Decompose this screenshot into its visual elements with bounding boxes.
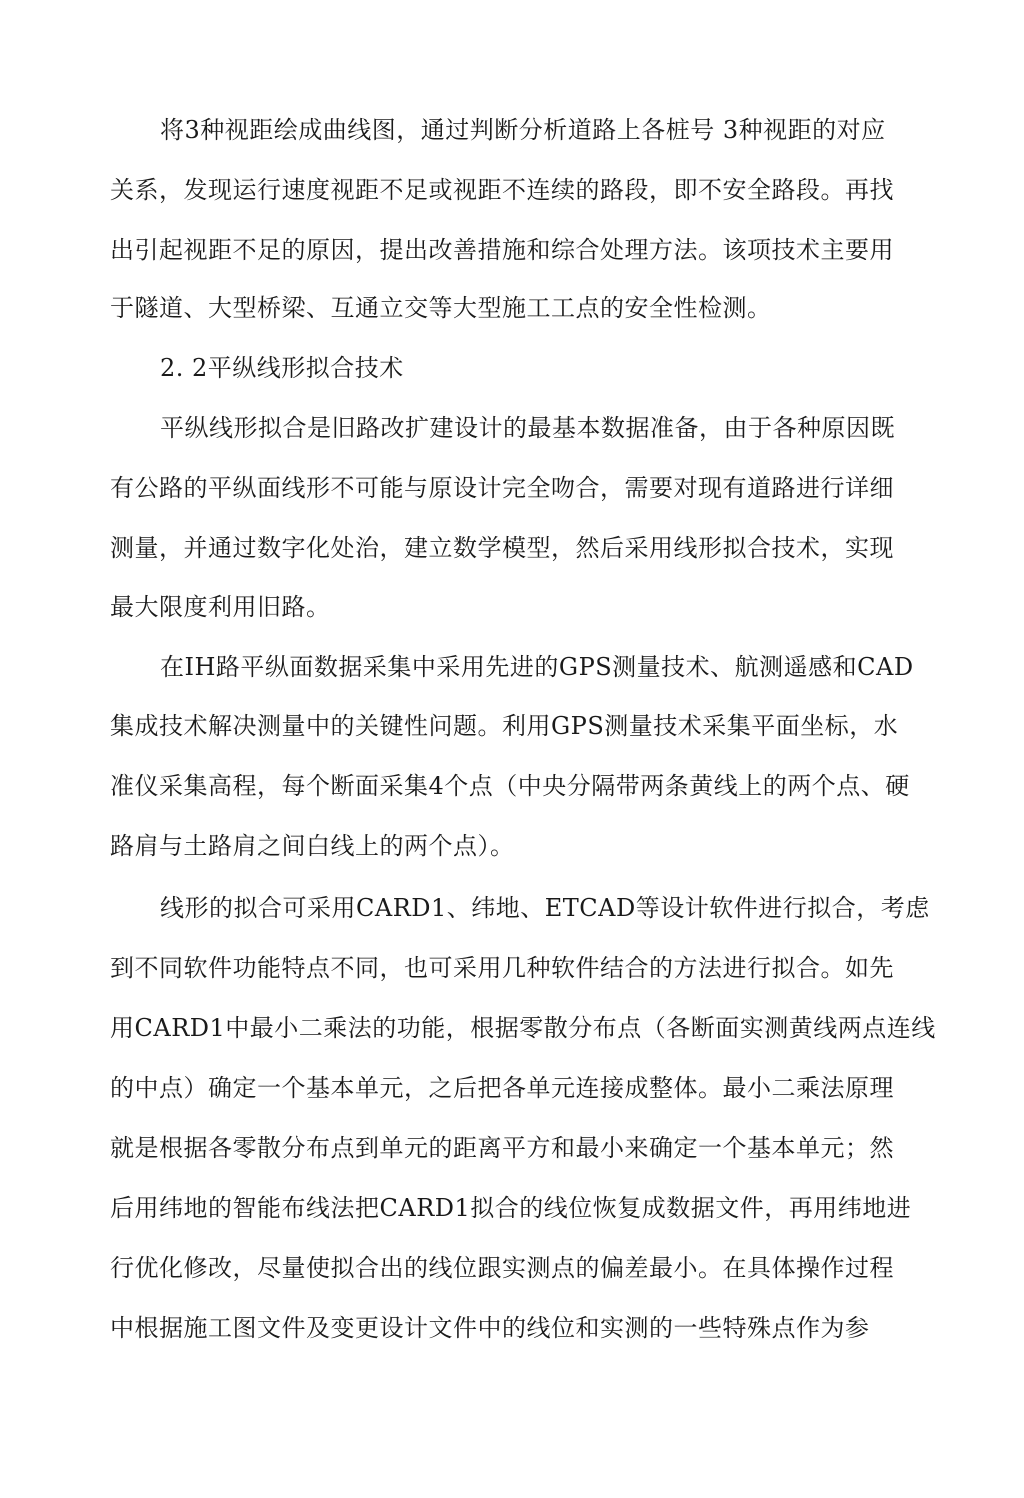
paragraph-line: 关系，发现运行速度视距不足或视距不连续的路段，即不安全路段。再找 <box>110 176 894 204</box>
paragraph-line: 后用纬地的智能布线法把CARD1拟合的线位恢复成数据文件，再用纬地进 <box>110 1194 912 1222</box>
paragraph-line: 中根据施工图文件及变更设计文件中的线位和实测的一些特殊点作为参 <box>110 1314 870 1342</box>
paragraph-line: 准仪采集高程，每个断面采集4个点（中央分隔带两条黄线上的两个点、硬 <box>110 772 910 800</box>
paragraph-line: 将3种视距绘成曲线图，通过判断分析道路上各桩号 3种视距的对应 <box>160 116 886 144</box>
paragraph-line: 就是根据各零散分布点到单元的距离平方和最小来确定一个基本单元；然 <box>110 1134 894 1162</box>
paragraph-line: 出引起视距不足的原因，提出改善措施和综合处理方法。该项技术主要用 <box>110 236 894 264</box>
paragraph-line: 平纵线形拟合是旧路改扩建设计的最基本数据准备，由于各种原因既 <box>160 414 895 442</box>
paragraph-line: 最大限度利用旧路。 <box>110 593 331 621</box>
paragraph-line: 的中点）确定一个基本单元，之后把各单元连接成整体。最小二乘法原理 <box>110 1074 894 1102</box>
paragraph-line: 有公路的平纵面线形不可能与原设计完全吻合，需要对现有道路进行详细 <box>110 474 894 502</box>
paragraph-line: 路肩与土路肩之间白线上的两个点）。 <box>110 832 515 860</box>
paragraph-line: 测量，并通过数字化处治，建立数学模型，然后采用线形拟合技术，实现 <box>110 534 894 562</box>
paragraph-line: 集成技术解决测量中的关键性问题。利用GPS测量技术采集平面坐标，水 <box>110 712 899 740</box>
paragraph-line: 用CARD1中最小二乘法的功能，根据零散分布点（各断面实测黄线两点连线 <box>110 1014 936 1042</box>
paragraph-line: 线形的拟合可采用CARD1、纬地、ETCAD等设计软件进行拟合，考虑 <box>160 894 930 922</box>
section-heading: 2. 2平纵线形拟合技术 <box>160 354 404 382</box>
paragraph-line: 到不同软件功能特点不同，也可采用几种软件结合的方法进行拟合。如先 <box>110 954 894 982</box>
paragraph-line: 于隧道、大型桥梁、互通立交等大型施工工点的安全性检测。 <box>110 294 772 322</box>
paragraph-line: 在IH路平纵面数据采集中采用先进的GPS测量技术、航测遥感和CAD <box>160 653 914 681</box>
paragraph-line: 行优化修改，尽量使拟合出的线位跟实测点的偏差最小。在具体操作过程 <box>110 1254 894 1282</box>
